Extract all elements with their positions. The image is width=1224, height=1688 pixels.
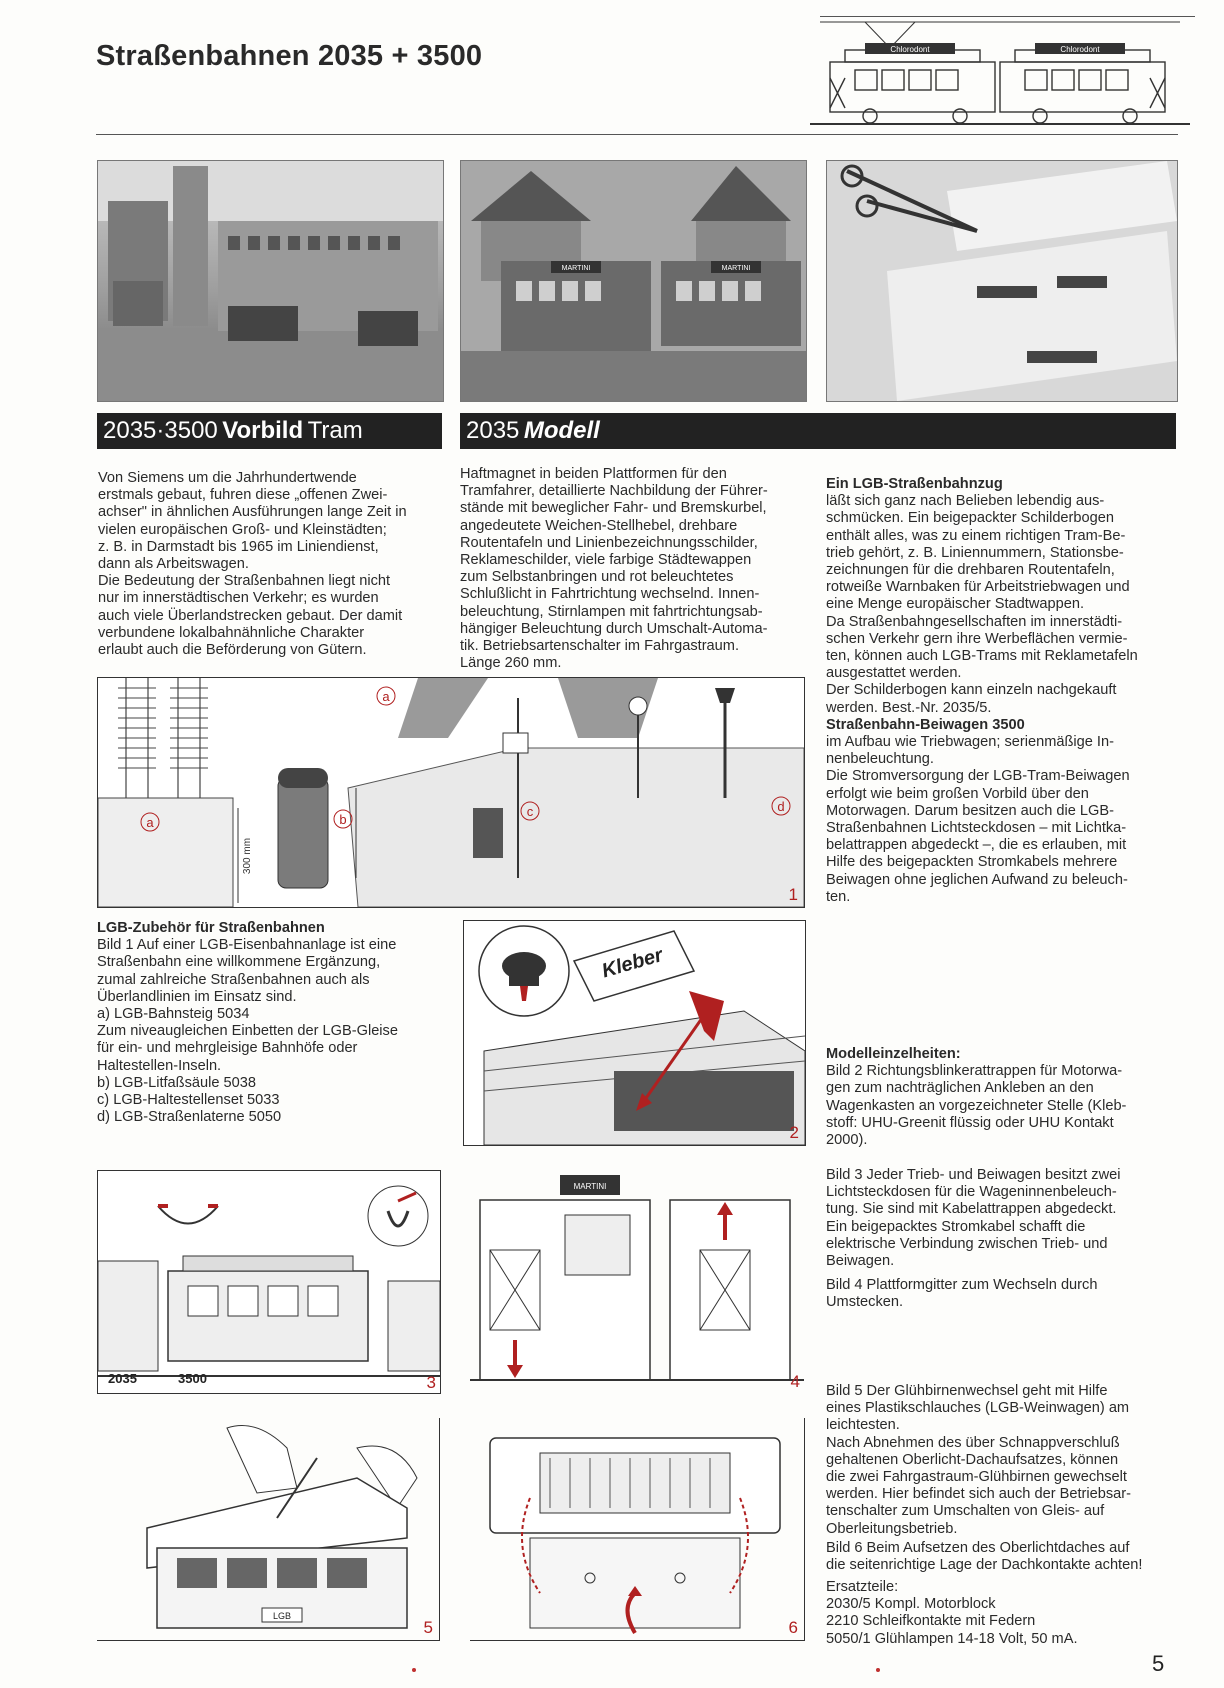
text-line: Bild 3 Jeder Trieb- und Beiwagen besitzt zwei [826,1167,1121,1183]
text-line: belattrappen abgedeckt –, die es erlauben, mit [826,837,1127,854]
text-line: rotweiße Warnbaken für Arbeitstriebwagen und [826,579,1130,596]
fig5-number: 5 [423,1618,433,1637]
text-line: Tramfahrer, detaillierte Nachbildung der Führer- [460,483,768,500]
figure-5-bulb-change [97,1418,440,1641]
text-line: Bild 2 Richtungsblinkerattrappen für Motorwa- [826,1063,1123,1080]
modell-label: Modell [523,417,600,444]
text-line: Haftmagnet in beiden Plattformen für den [460,466,727,482]
ersatz-heading: Ersatzteile: [826,1579,899,1595]
text-line: Haltestellen-Inseln. [97,1057,222,1074]
text-line: beleuchtung, Stirnlampen mit fahrtrichtungsab- [460,603,763,620]
fig2-number: 2 [789,1123,799,1142]
text-line: Bild 5 Der Glühbirnenwechsel geht mit Hilfe [826,1383,1108,1399]
text-line: nur im innerstädtischen Verkehr; es wurden [98,590,379,607]
fig4-number: 4 [790,1372,800,1391]
page-number: 5 [1152,1651,1165,1676]
text-line: Schlußlicht in Fahrtrichtung wechselnd. Innen- [460,586,760,603]
text-line: im Aufbau wie Triebwagen; serienmäßige In- [826,734,1114,751]
text-line: stoff: UHU-Greenit flüssig oder UHU Kontakt [826,1114,1114,1131]
text-line: Reklameschilder, viele farbige Städtewappen [460,552,752,569]
vorbild-label: Vorbild [222,417,304,444]
fig3-caption-left: 2035 [108,1371,137,1386]
photo-sign-1: MARTINI [561,265,591,272]
text-line: Die Stromversorgung der LGB-Tram-Beiwagen [826,768,1130,785]
text-line: vielen europäischen Groß- und Kleinstädten; [98,521,387,538]
text-line: auch viele Überlandstrecken gebaut. Der damit [98,607,403,624]
header-sign-right: Chlorodont [1060,45,1100,54]
fig3-caption-right: 3500 [178,1371,207,1386]
text-line: Bild 6 Beim Aufsetzen des Oberlichtdaches auf [826,1540,1130,1556]
zubehoer-heading: LGB-Zubehör für Straßenbahnen [97,920,325,936]
fig5-plate: LGB [272,1611,292,1621]
fig1-label-d: d [777,799,785,814]
text-line: tik. Betriebsartenschalter im Fahrgastraum. [460,638,740,655]
top-rule [820,16,1195,17]
photo-sign-sheet [826,160,1178,402]
text-line: Umstecken. [826,1294,904,1311]
fig1-dimension: 300 mm [242,837,253,875]
vorbild-rest: Tram [307,417,363,444]
decor-dot [876,1668,880,1672]
fig6-number: 6 [788,1618,798,1637]
text-line: erlaubt auch die Beförderung von Gütern. [98,642,367,659]
ersatz-text [826,1579,1178,1648]
text-line: gehaltenen Oberlicht-Dachaufsatzes, können [826,1451,1119,1468]
photo-historic-tram [97,160,444,402]
page-title: Straßenbahnen 2035 + 3500 [96,40,483,72]
bild3-text [826,1167,1178,1270]
text-line: Lichtsteckdosen für die Wageninnenbeleuch- [826,1184,1117,1201]
text-line: tenschalter zum Umschalten von Gleis- auf [826,1503,1105,1520]
text-line: Bild 1 Auf einer LGB-Eisenbahnanlage ist eine [97,937,397,954]
photo-sign-2: MARTINI [721,265,751,272]
text-line: 2030/5 Kompl. Motorblock [826,1596,996,1613]
text-line: Routentafeln und Linienbezeichnungsschilder, [460,534,758,551]
text-line: z. B. in Darmstadt bis 1965 im Liniendienst, [98,538,379,555]
text-line: elektrische Verbindung zwischen Trieb- und [826,1235,1108,1252]
zug-text [826,476,1178,906]
text-line: zumal zahlreiche Straßenbahnen auch als [97,971,370,988]
text-line: Überlandlinien im Einsatz sind. [97,988,297,1005]
text-line: Wagenkasten an vorgezeichneter Stelle (Kleb- [826,1097,1127,1114]
text-line: tung. Sie sind mit Kabelattrappen abgedeckt. [826,1201,1117,1218]
figure-4-platform [470,1170,804,1392]
text-line: c) LGB-Haltestellenset 5033 [97,1092,280,1109]
text-line: zum Selbstanbringen und rot beleuchtetes [460,569,734,586]
text-line: werden. Hier befindet sich auch der Betriebsar- [826,1486,1132,1503]
text-line: werden. Best.-Nr. 2035/5. [826,699,992,716]
text-line: die zwei Fahrgastraum-Glühbirnen gewechselt [826,1469,1127,1486]
bild5-text [826,1383,1178,1538]
zug-heading: Ein LGB-Straßenbahnzug [826,476,1003,492]
fig1-label-c: c [526,804,534,819]
text-line: Motorwagen. Darum besitzen auch die LGB- [826,802,1114,819]
text-line: Nach Abnehmen des über Schnappverschluß [826,1434,1120,1451]
text-line: Beiwagen. [826,1253,895,1270]
modell-number: 2035 [466,417,520,444]
header-rule [96,134,1178,135]
fig1-label-a: a [146,815,154,830]
vorbild-number: 2035·3500 [103,417,218,444]
fig3-number: 3 [426,1373,436,1392]
text-line: d) LGB-Straßenlaterne 5050 [97,1109,282,1126]
text-line: eines Plastikschlauches (LGB-Weinwagen) am [826,1400,1130,1417]
fig1-number: 1 [788,885,798,904]
text-line: 2210 Schleifkontakte mit Federn [826,1613,1036,1630]
text-line: für ein- und mehrgleisige Bahnhöfe oder [97,1040,358,1057]
text-line: Hilfe des beigepackten Stromkabels mehrere [826,854,1118,871]
text-line: leichtesten. [826,1417,900,1434]
text-line: a) LGB-Bahnsteig 5034 [97,1006,250,1023]
text-line: Zum niveaugleichen Einbetten der LGB-Gleise [97,1023,398,1040]
figure-1-accessories [97,677,805,908]
einzel-heading: Modelleinzelheiten: [826,1046,961,1062]
text-line: Beiwagen ohne jeglichen Aufwand zu beleuch- [826,871,1128,888]
text-line: achser" in ähnlichen Ausführungen lange Zeit in [98,504,407,521]
text-line: Oberleitungsbetrieb. [826,1520,958,1537]
text-line: Straßenbahn eine willkommene Ergänzung, [97,954,381,971]
text-line: Von Siemens um die Jahrhundertwende [98,470,357,486]
figure-6-roof-contacts [470,1418,805,1641]
modell-band [460,413,1176,449]
decor-dot [412,1668,416,1672]
beiwagen-heading: Straßenbahn-Beiwagen 3500 [826,716,1025,733]
text-line: trieb gehört, z. B. Liniennummern, Stationsbe- [826,544,1124,561]
vorbild-text [98,470,448,659]
text-line: läßt sich ganz nach Belieben lebendig aus- [826,493,1105,510]
text-line: hängiger Beleuchtung durch Umschalt-Automa- [460,620,768,637]
fig1-label-a2: a [382,689,390,704]
text-line: ten, können auch LGB-Trams mit Reklametafeln [826,648,1138,665]
vorbild-band [97,413,442,449]
text-line: gen zum nachträglichen Ankleben an den [826,1080,1094,1097]
text-line: Bild 4 Plattformgitter zum Wechseln durch [826,1277,1098,1293]
figure-3-cable [97,1170,441,1394]
fig2-tube-label: Kleber [599,944,666,983]
text-line: 2000). [826,1132,868,1149]
text-line: schmücken. Ein beigepackter Schilderbogen [826,510,1114,527]
modell-text [460,466,810,672]
text-line: Länge 260 mm. [460,655,562,672]
text-line: Ein beigepacktes Stromkabel schafft die [826,1218,1086,1235]
text-line: b) LGB-Litfaßsäule 5038 [97,1074,256,1091]
text-line: Straßenbahnen Lichtsteckdosen – mit Lichtka- [826,820,1127,837]
text-line: erfolgt wie beim großen Vorbild über den [826,785,1089,802]
figure-2-blinker [463,920,806,1146]
text-line: verbundene lokalbahnähnliche Charakter [98,624,365,641]
text-line: 5050/1 Glühlampen 14-18 Volt, 50 mA. [826,1630,1078,1647]
text-line: erstmals gebaut, fuhren diese „offenen Zwei- [98,487,388,504]
fig4-sign: MARTINI [573,1182,607,1191]
text-line: enthält alles, was zu einem richtigen Tram-Be- [826,527,1126,544]
text-line: Die Bedeutung der Straßenbahnen liegt nicht [98,573,391,590]
text-line: dann als Arbeitswagen. [98,556,249,573]
text-line: zeichnungen für die drehbaren Routentafeln, [826,562,1115,579]
text-line: eine Menge europäischer Stadtwappen. [826,596,1084,613]
fig1-label-b: b [339,812,347,827]
bild4-text [826,1277,1178,1311]
zubehoer-text [97,920,447,1126]
text-line: angedeutete Weichen-Stellhebel, drehbare [460,517,738,534]
text-line: ten. [826,888,851,905]
text-line: die seitenrichtige Lage der Dachkontakte achten! [826,1557,1143,1574]
photo-model-tram [460,160,807,402]
einzel-text [826,1046,1178,1149]
bild6-text [826,1540,1178,1574]
text-line: nenbeleuchtung. [826,751,934,768]
text-line: schen Verkehr gern ihre Werbeflächen vermie- [826,630,1128,647]
text-line: ausgestattet werden. [826,665,962,682]
text-line: stände mit beweglicher Fahr- und Bremskurbel, [460,500,767,517]
text-line: Da Straßenbahngesellschaften im innerstädti- [826,613,1123,630]
header-sign-left: Chlorodont [890,45,930,54]
header-tram-drawing [810,18,1190,130]
text-line: Der Schilderbogen kann einzeln nachgekauft [826,682,1117,699]
